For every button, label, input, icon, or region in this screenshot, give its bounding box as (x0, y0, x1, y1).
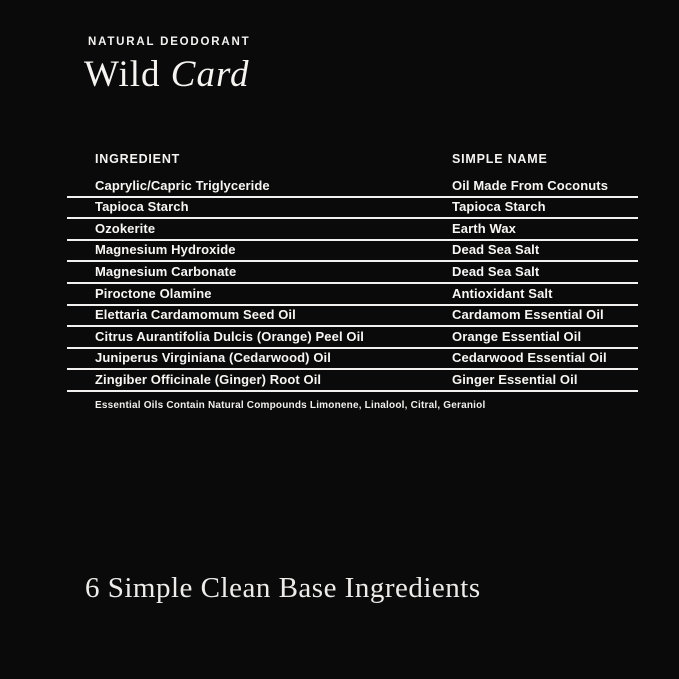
essential-oils-footnote: Essential Oils Contain Natural Compounds Limonene, Linalool, Citral, Geraniol (95, 400, 486, 411)
simple-name-cell: Orange Essential Oil (452, 328, 582, 344)
ingredient-name-cell: Caprylic/Capric Triglyceride (95, 177, 270, 193)
ingredient-name-cell: Tapioca Starch (95, 199, 189, 215)
table-row (67, 241, 638, 263)
table-row (67, 349, 638, 371)
table-row (67, 198, 638, 220)
product-title-regular: Wild (84, 54, 161, 95)
table-row (67, 176, 638, 198)
table-row (67, 219, 638, 241)
table-row (67, 284, 638, 306)
simple-name-cell: Cedarwood Essential Oil (452, 350, 607, 366)
table-header-row (67, 152, 638, 167)
table-row (67, 306, 638, 328)
ingredient-table (67, 176, 638, 392)
simple-name-cell: Antioxidant Salt (452, 285, 553, 301)
ingredient-name-cell: Magnesium Hydroxide (95, 242, 236, 258)
ingredient-name-cell: Juniperus Virginiana (Cedarwood) Oil (95, 350, 331, 366)
ingredient-name-cell: Ozokerite (95, 220, 156, 236)
table-row (67, 370, 638, 392)
column-header-ingredient: INGREDIENT (95, 152, 181, 166)
table-row (67, 327, 638, 349)
simple-name-cell: Earth Wax (452, 220, 516, 236)
simple-name-cell: Oil Made From Coconuts (452, 177, 609, 193)
simple-name-cell: Tapioca Starch (452, 199, 546, 215)
ingredient-name-cell: Citrus Aurantifolia Dulcis (Orange) Peel Oil (95, 328, 365, 344)
product-title-italic: Card (170, 54, 250, 95)
simple-name-cell: Cardamom Essential Oil (452, 307, 604, 323)
simple-name-cell: Dead Sea Salt (452, 263, 540, 279)
ingredient-name-cell: Zingiber Officinale (Ginger) Root Oil (95, 371, 322, 387)
simple-name-cell: Dead Sea Salt (452, 242, 540, 258)
ingredient-name-cell: Piroctone Olamine (95, 285, 212, 301)
table-row (67, 262, 638, 284)
bottom-caption: 6 Simple Clean Base Ingredients (85, 572, 481, 604)
column-header-simple-name: SIMPLE NAME (452, 152, 548, 166)
ingredient-name-cell: Magnesium Carbonate (95, 263, 237, 279)
product-category-label: NATURAL DEODORANT (88, 36, 251, 48)
simple-name-cell: Ginger Essential Oil (452, 371, 578, 387)
ingredient-name-cell: Elettaria Cardamomum Seed Oil (95, 307, 296, 323)
product-title (84, 53, 249, 96)
